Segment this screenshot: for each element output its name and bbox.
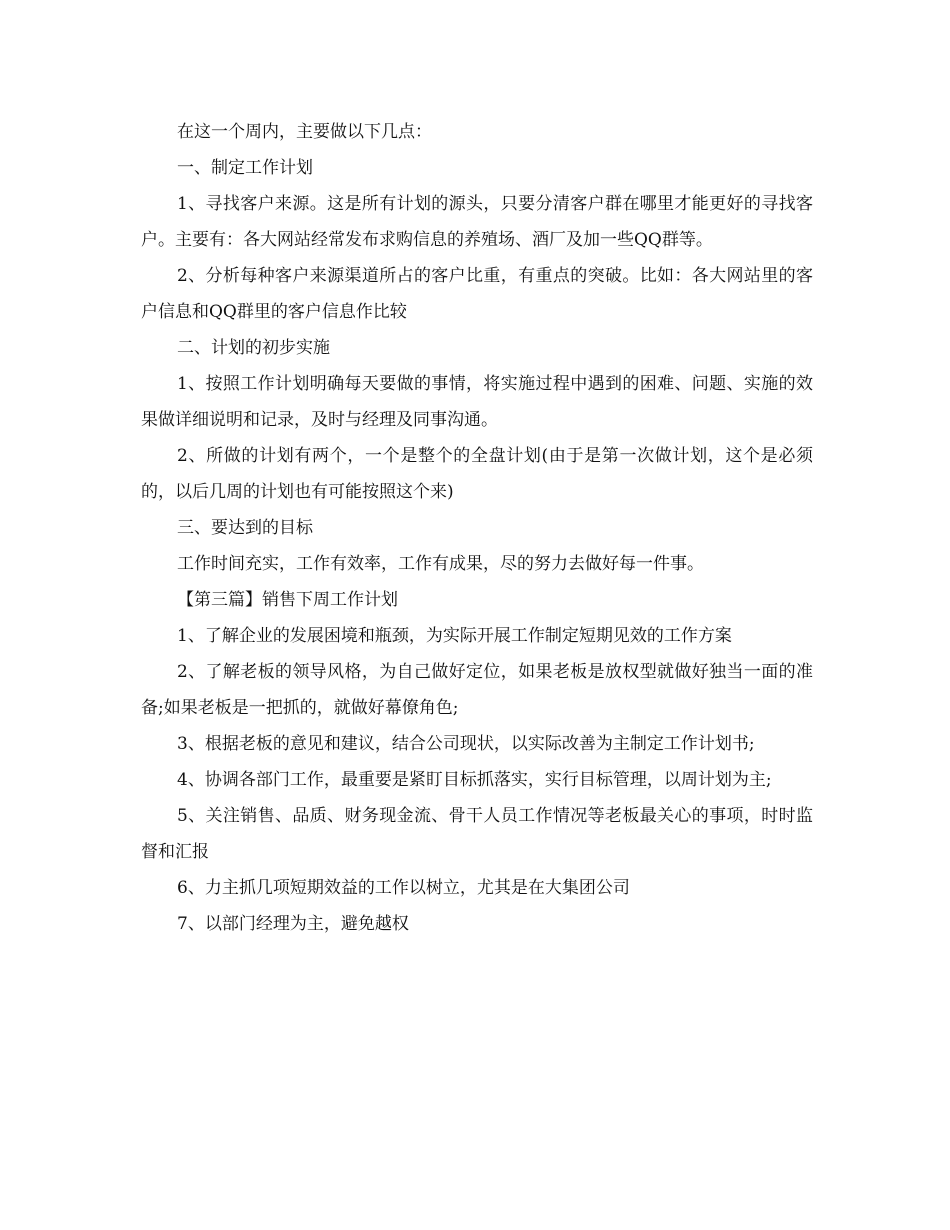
- weekly-plan-item-4: 4、协调各部门工作，最重要是紧盯目标抓落实，实行目标管理，以周计划为主;: [177, 770, 772, 790]
- goals-paragraph: 工作时间充实，工作有效率，工作有成果，尽的努力去做好每一件事。: [177, 554, 704, 574]
- plan-item-2: 2、分析每种客户来源渠道所占的客户比重，有重点的突破。比如：各大网站里的客户信息和QQ群里的客户信息作比较: [141, 266, 813, 322]
- plan-item-1: 1、寻找客户来源。这是所有计划的源头，只要分清客户群在哪里才能更好的寻找客户。主要有：各大网站经常发布求购信息的养殖场、酒厂及加一些QQ群等。: [141, 194, 813, 250]
- weekly-plan-item-2: 2、了解老板的领导风格，为自己做好定位，如果老板是放权型就做好独当一面的准备;如果老板是一把抓的，就做好幕僚角色;: [141, 662, 813, 718]
- intro-paragraph: 在这一个周内，主要做以下几点：: [177, 122, 432, 142]
- section-heading-plan: 一、制定工作计划: [177, 158, 313, 178]
- section-heading-implementation: 二、计划的初步实施: [177, 338, 330, 358]
- weekly-plan-item-3: 3、根据老板的意见和建议，结合公司现状，以实际改善为主制定工作计划书;: [177, 734, 755, 754]
- weekly-plan-item-7: 7、以部门经理为主，避免越权: [177, 914, 409, 934]
- weekly-plan-item-6: 6、力主抓几项短期效益的工作以树立，尤其是在大集团公司: [177, 878, 630, 898]
- document-body: [141, 114, 813, 942]
- chapter-heading: 【第三篇】销售下周工作计划: [177, 590, 398, 610]
- weekly-plan-item-5: 5、关注销售、品质、财务现金流、骨干人员工作情况等老板最关心的事项，时时监督和汇报: [141, 806, 813, 862]
- section-heading-goals: 三、要达到的目标: [177, 518, 313, 538]
- weekly-plan-item-1: 1、了解企业的发展困境和瓶颈，为实际开展工作制定短期见效的工作方案: [177, 626, 732, 646]
- implementation-item-2: 2、所做的计划有两个，一个是整个的全盘计划(由于是第一次做计划，这个是必须的，以后几周的计划也有可能按照这个来): [141, 446, 813, 502]
- implementation-item-1: 1、按照工作计划明确每天要做的事情，将实施过程中遇到的困难、问题、实施的效果做详细说明和记录，及时与经理及同事沟通。: [141, 374, 813, 430]
